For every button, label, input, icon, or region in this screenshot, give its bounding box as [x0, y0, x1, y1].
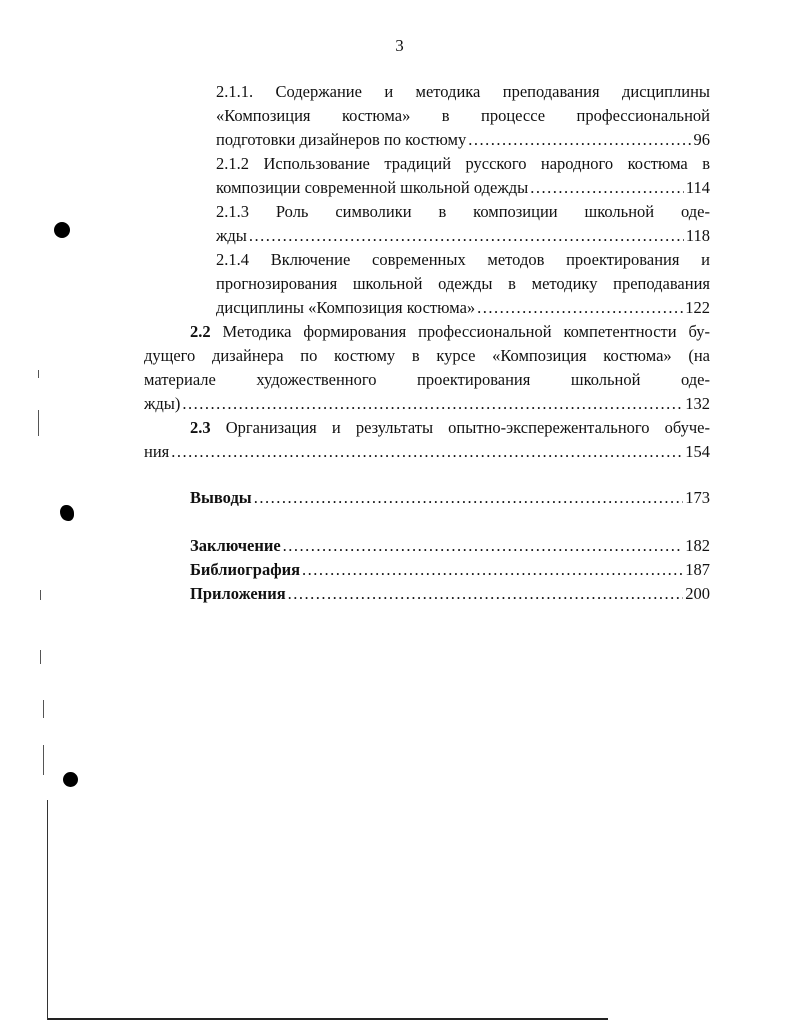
- dot-leader: [182, 392, 683, 416]
- toc-summary: [190, 534, 710, 558]
- toc-2-1-1-line-2: «Композиция костюма» в процессе профессиональной: [216, 106, 710, 125]
- margin-mark: [38, 370, 39, 378]
- toc-page-number: 154: [685, 442, 710, 461]
- toc-2-2-line-1: [190, 320, 710, 344]
- toc-entry-text: жды: [216, 226, 247, 245]
- toc-conclusions: [190, 486, 710, 510]
- toc-entry-text: дисциплины «Композиция костюма»: [216, 298, 476, 317]
- toc-entry-text: Заключение: [190, 536, 281, 555]
- dot-leader: [249, 224, 684, 248]
- toc-bibliography: [190, 558, 710, 582]
- toc-2-1-1-line-3: [216, 128, 710, 152]
- scan-edge-line: [47, 800, 48, 1020]
- toc-2-2-line-4: [144, 392, 710, 416]
- toc-entry-text: Приложения: [190, 584, 286, 603]
- page-number: 3: [395, 36, 404, 55]
- toc-2-1-2-line-1: 2.1.2 Использование традиций русского народного костюма в: [216, 154, 710, 173]
- dot-leader: [254, 486, 684, 510]
- toc-2-3-line-2: [144, 440, 710, 464]
- margin-mark: [38, 410, 39, 436]
- margin-mark: [40, 590, 41, 600]
- toc-page-number: 118: [685, 226, 710, 245]
- dot-leader: [468, 128, 691, 152]
- toc-2-1-3-line-1: 2.1.3 Роль символики в композиции школьной оде-: [216, 202, 710, 221]
- toc-page-number: 200: [685, 584, 710, 603]
- toc-2-2-line-2: дущего дизайнера по костюму в курсе «Композиция костюма» (на: [144, 346, 710, 365]
- punch-hole-blot: [54, 222, 70, 238]
- toc-page-number: 122: [685, 298, 710, 317]
- scan-bottom-edge: [48, 1018, 608, 1020]
- toc-entry-text: ния: [144, 442, 170, 461]
- margin-mark: [40, 650, 41, 664]
- toc-2-1-4-line-3: [216, 296, 710, 320]
- toc-2-1-1-line-1: 2.1.1. Содержание и методика преподавания дисциплины: [216, 82, 710, 101]
- toc-2-1-4-line-1: 2.1.4 Включение современных методов проектирования и: [216, 250, 710, 269]
- toc-entry-text: Организация и результаты опытно-экспережентального обуче-: [225, 418, 710, 437]
- toc-page-number: 132: [685, 394, 710, 413]
- toc-entry-text: подготовки дизайнеров по костюму: [216, 130, 467, 149]
- toc-page-number: 173: [685, 488, 710, 507]
- dot-leader: [477, 296, 683, 320]
- toc-entry-text: Выводы: [190, 488, 252, 507]
- toc-section-number: 2.2: [190, 322, 211, 341]
- toc-2-1-3-line-2: [216, 224, 710, 248]
- punch-hole-blot: [63, 772, 78, 787]
- toc-page-number: 187: [685, 560, 710, 579]
- toc-entry-text: Методика формирования профессиональной компетентности бу-: [222, 322, 710, 341]
- toc-2-1-4-line-2: прогнозирования школьной одежды в методику преподавания: [216, 274, 710, 293]
- toc-2-1-2-line-2: [216, 176, 710, 200]
- toc-2-3-line-1: [190, 416, 710, 440]
- toc-entry-text: композиции современной школьной одежды: [216, 178, 529, 197]
- dot-leader: [283, 534, 684, 558]
- dot-leader: [302, 558, 683, 582]
- toc-2-2-line-3: материале художественного проектирования школьной оде-: [144, 370, 710, 389]
- toc-section-number: 2.3: [190, 418, 211, 437]
- dot-leader: [171, 440, 683, 464]
- dot-leader: [530, 176, 684, 200]
- toc-appendices: [190, 582, 710, 606]
- toc-page-number: 114: [685, 178, 710, 197]
- toc-entry-text: жды): [144, 394, 181, 413]
- toc-page-number: 182: [685, 536, 710, 555]
- margin-mark: [43, 700, 44, 718]
- punch-hole-blot: [60, 505, 74, 521]
- dot-leader: [288, 582, 684, 606]
- toc-page-number: 96: [693, 130, 710, 149]
- toc-entry-text: Библиография: [190, 560, 301, 579]
- margin-mark: [43, 745, 44, 775]
